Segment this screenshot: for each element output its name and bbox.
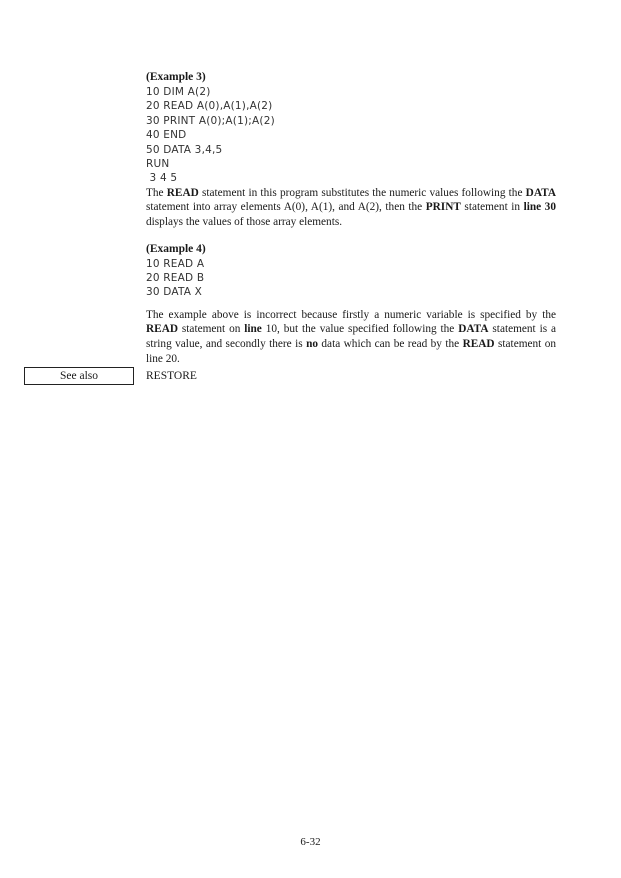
code-line: 40 END: [146, 129, 187, 142]
page-number: 6-32: [300, 836, 321, 848]
text-run: The: [146, 186, 167, 199]
example-3-section: [146, 70, 556, 230]
example-4-heading: (Example 4): [146, 242, 206, 255]
keyword-data: DATA: [525, 186, 556, 199]
see-also-label: See also: [24, 367, 134, 385]
code-line: 30 PRINT A(0);A(1);A(2): [146, 114, 275, 127]
example-3-heading: (Example 3): [146, 71, 206, 83]
see-also-row: [24, 367, 564, 385]
text-run: statement on: [178, 323, 245, 336]
code-line: 20 READ A(0),A(1),A(2): [146, 100, 273, 113]
text-run: statement in: [460, 201, 524, 214]
page-content: [146, 70, 556, 366]
keyword-read: READ: [462, 338, 495, 351]
see-also-reference: RESTORE: [146, 370, 197, 382]
text-run: The example above is incorrect because firstly a numeric variable is specified by the: [146, 308, 556, 321]
text-run: data which can be read by the: [318, 338, 463, 351]
code-output-line: 3 4 5: [146, 172, 178, 185]
keyword-read: READ: [166, 186, 199, 199]
code-line: 10 DIM A(2): [146, 86, 211, 98]
keyword-read: READ: [146, 323, 179, 336]
text-run: statement into array elements A(0), A(1), and A(2), then the: [146, 201, 426, 214]
code-line: 10 READ A: [146, 257, 205, 270]
example-3-code-listing: [146, 85, 556, 186]
example-4-section: [146, 242, 556, 367]
text-run: displays the values of those array elements.: [146, 216, 343, 229]
keyword-no: no: [306, 338, 318, 351]
code-line: 20 READ B: [146, 272, 205, 285]
keyword-line-ref: line 30: [523, 201, 556, 214]
text-run: statement is a string value, and secondly there is: [146, 323, 557, 351]
example-3-description: [146, 186, 556, 230]
code-line: 30 DATA X: [146, 286, 203, 299]
code-line: 50 DATA 3,4,5: [146, 143, 223, 156]
example-4-description: [146, 308, 556, 366]
text-run: statement on line 20.: [146, 338, 556, 365]
text-run: 10, but the value specified following the: [261, 323, 459, 336]
keyword-line-ref: line: [244, 323, 262, 336]
keyword-data: DATA: [458, 323, 489, 336]
example-4-code-listing: [146, 257, 556, 300]
keyword-print: PRINT: [425, 201, 461, 214]
text-run: statement in this program substitutes the numeric values following the: [198, 186, 526, 199]
code-line: RUN: [146, 158, 170, 171]
